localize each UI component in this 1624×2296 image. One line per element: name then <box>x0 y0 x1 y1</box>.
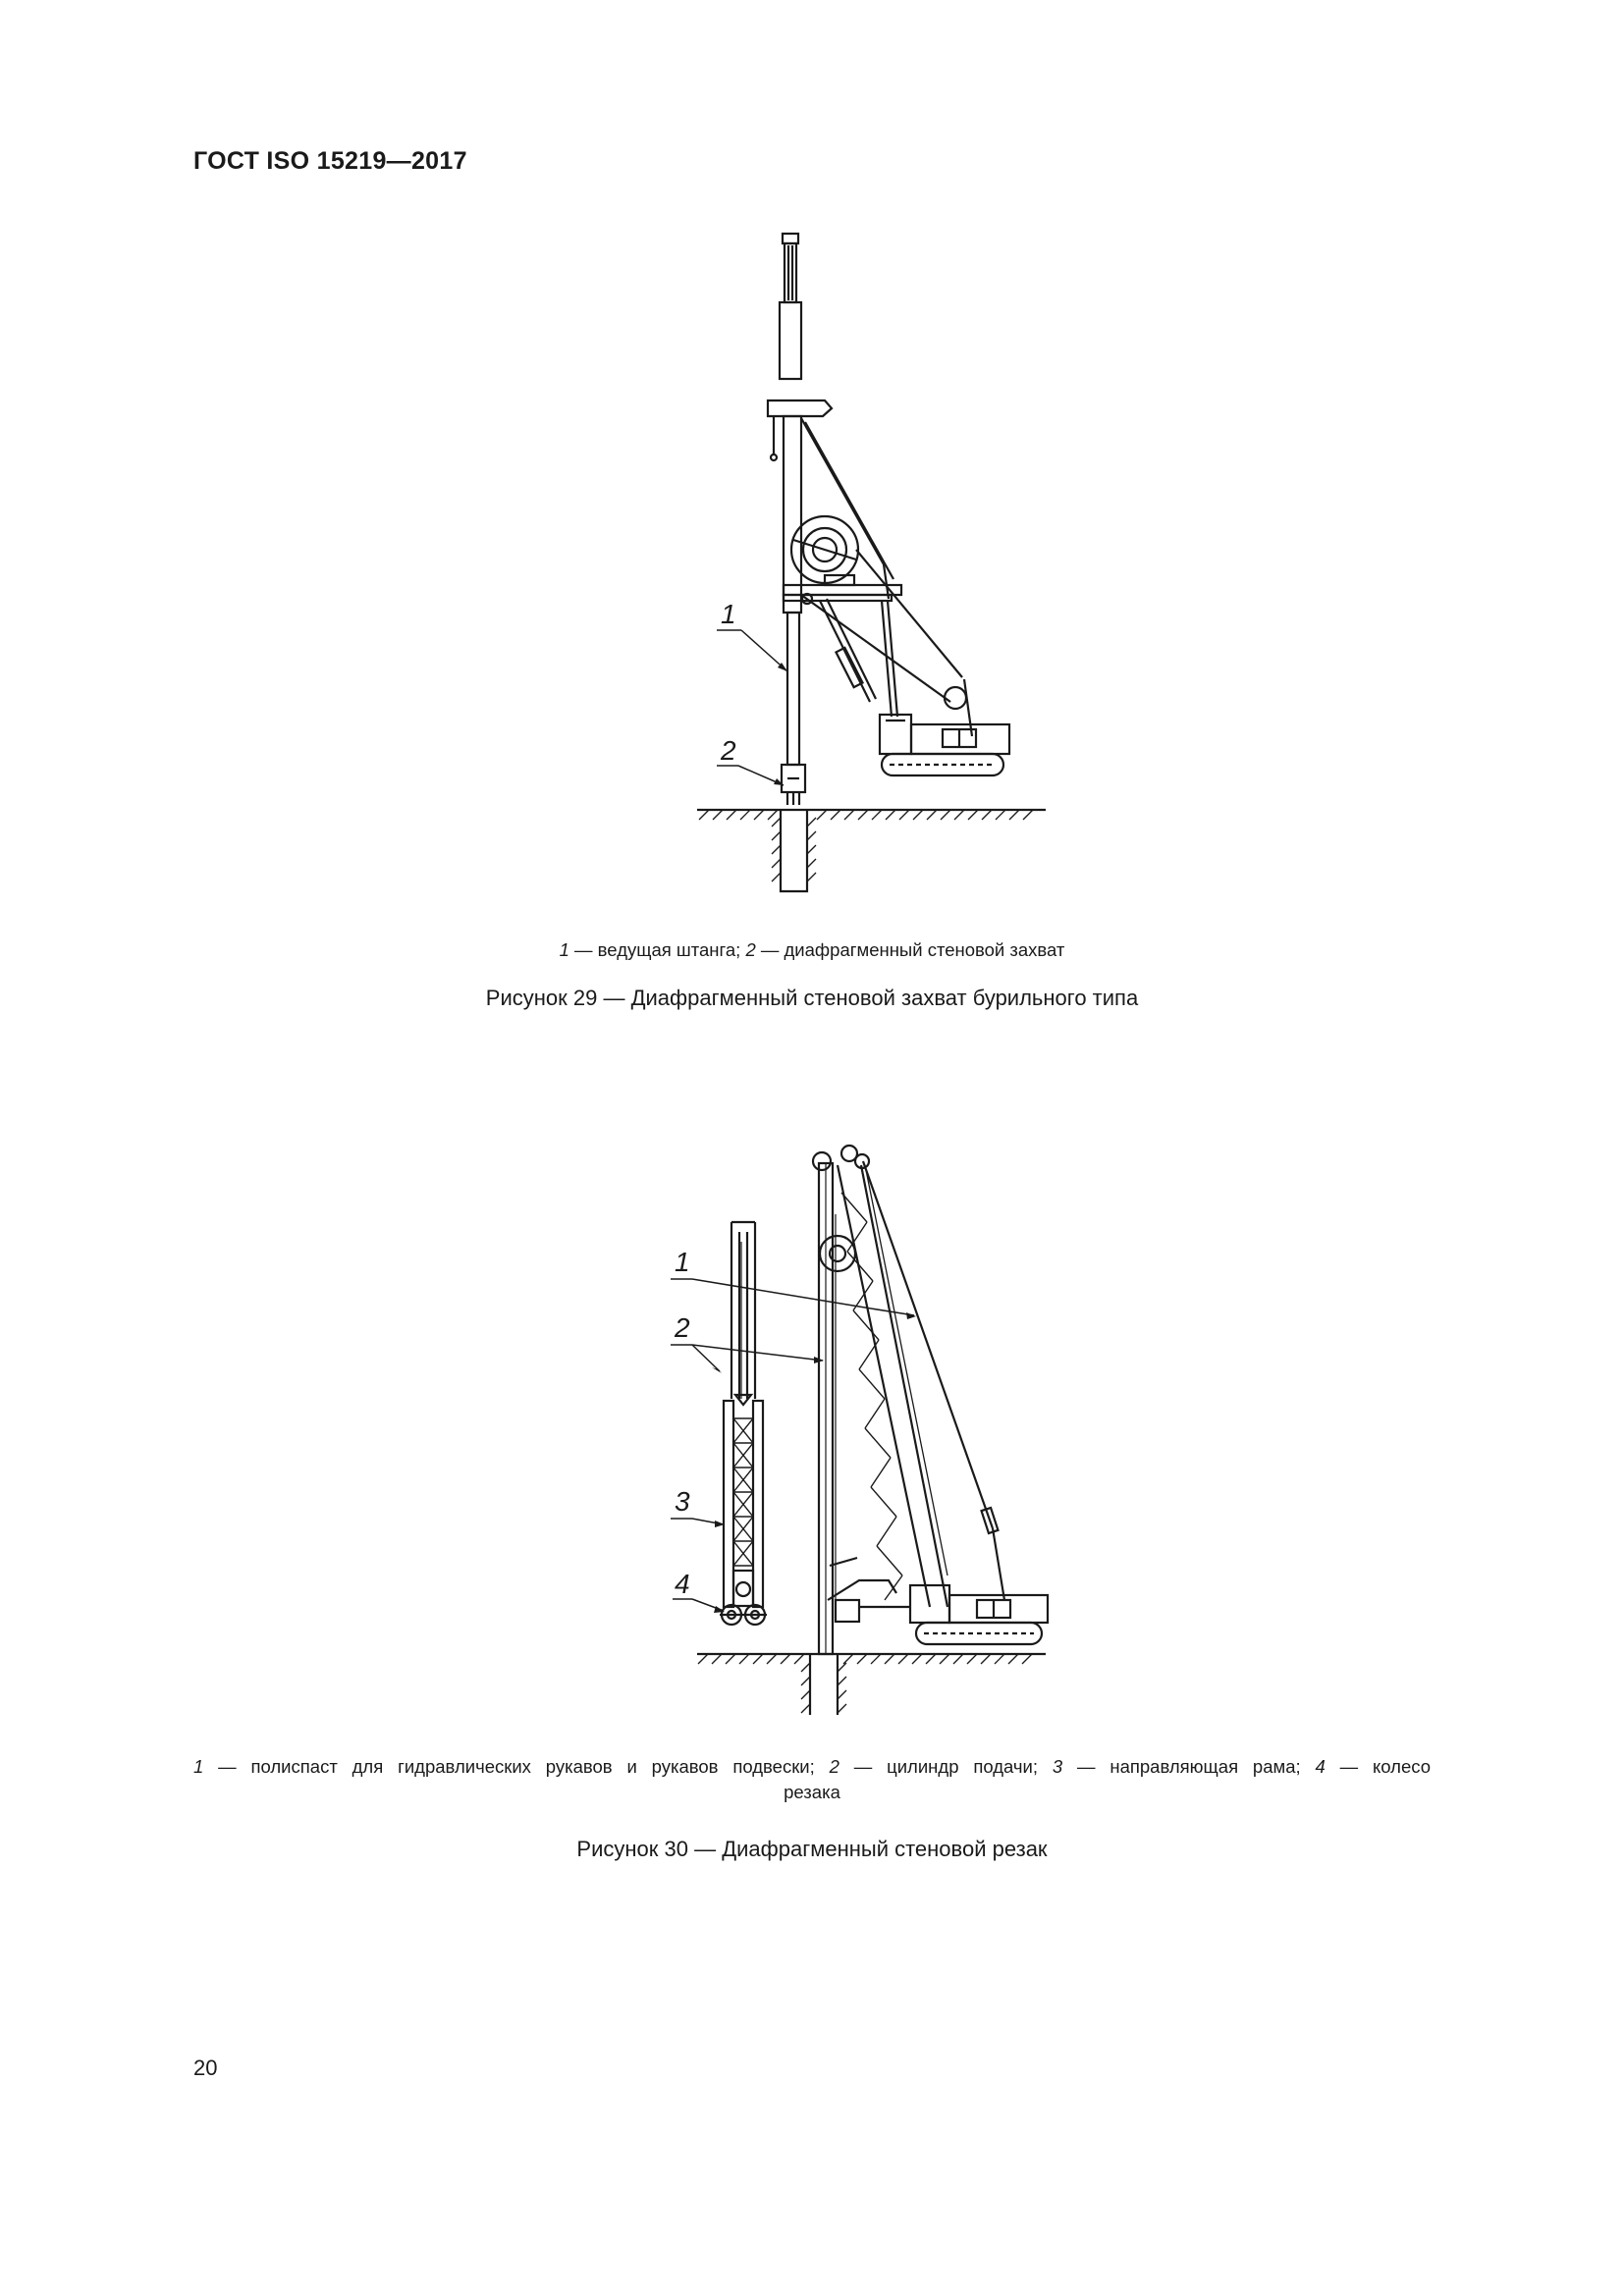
legend30-item-3-text: — направляющая рама; <box>1062 1756 1316 1777</box>
figure-30-legend <box>193 1754 1431 1805</box>
figure-29-caption: Рисунок 29 — Диафрагменный стеновой захват бурильного типа <box>485 986 1139 1010</box>
kelly-bar-upper <box>785 243 796 302</box>
legend30-item-2-text: — цилиндр подачи; <box>839 1756 1053 1777</box>
legend30-item-1-number: 1 <box>193 1756 204 1777</box>
lattice-boom <box>838 1165 930 1607</box>
legend-item-1-number: 1 <box>559 939 569 960</box>
mast-head <box>768 400 832 416</box>
callout-30-2: 2 <box>675 1312 690 1343</box>
figure-29-drawing <box>677 226 1051 913</box>
trench-30 <box>810 1654 838 1715</box>
figure-30-legend-line-2: резака <box>784 1782 840 1802</box>
mast <box>784 416 801 613</box>
trench <box>781 810 807 891</box>
legend30-item-4-number: 4 <box>1315 1756 1326 1777</box>
legend-item-2-number: 2 <box>745 939 756 960</box>
legend-item-2-text: — диафрагменный стеновой захват <box>755 939 1065 960</box>
kelly-bar-sleeve <box>780 302 801 379</box>
callout-1: 1 <box>721 599 736 629</box>
callout-2: 2 <box>721 735 736 766</box>
legend-item-1-text: — ведущая штанга; <box>568 939 746 960</box>
callout-30-1: 1 <box>675 1247 690 1277</box>
figure-29-legend <box>0 937 1624 963</box>
figure-30-legend-line-1 <box>193 1754 1431 1780</box>
figure-30-drawing <box>653 1104 1065 1733</box>
legend30-item-1-text: — полиспаст для гидравлических рукавов и рукавов подвески; <box>203 1756 830 1777</box>
kelly-bar <box>787 613 799 765</box>
legend30-item-3-number: 3 <box>1052 1756 1063 1777</box>
sheave-head <box>813 1152 831 1170</box>
feed-cylinder-base <box>836 1600 859 1622</box>
cutter-upper-frame <box>731 1222 755 1399</box>
callout-30-3: 3 <box>675 1486 690 1517</box>
callout-30-4: 4 <box>675 1569 690 1599</box>
legend30-item-2-number: 2 <box>829 1756 839 1777</box>
kelly-bar-top <box>783 234 798 243</box>
document-header: ГОСТ ISO 15219—2017 <box>193 147 467 175</box>
page-number: 20 <box>193 2056 218 2080</box>
legend30-item-4-text: — колесо <box>1325 1756 1432 1777</box>
figure-30-caption: Рисунок 30 — Диафрагменный стеновой резак <box>576 1837 1048 1861</box>
